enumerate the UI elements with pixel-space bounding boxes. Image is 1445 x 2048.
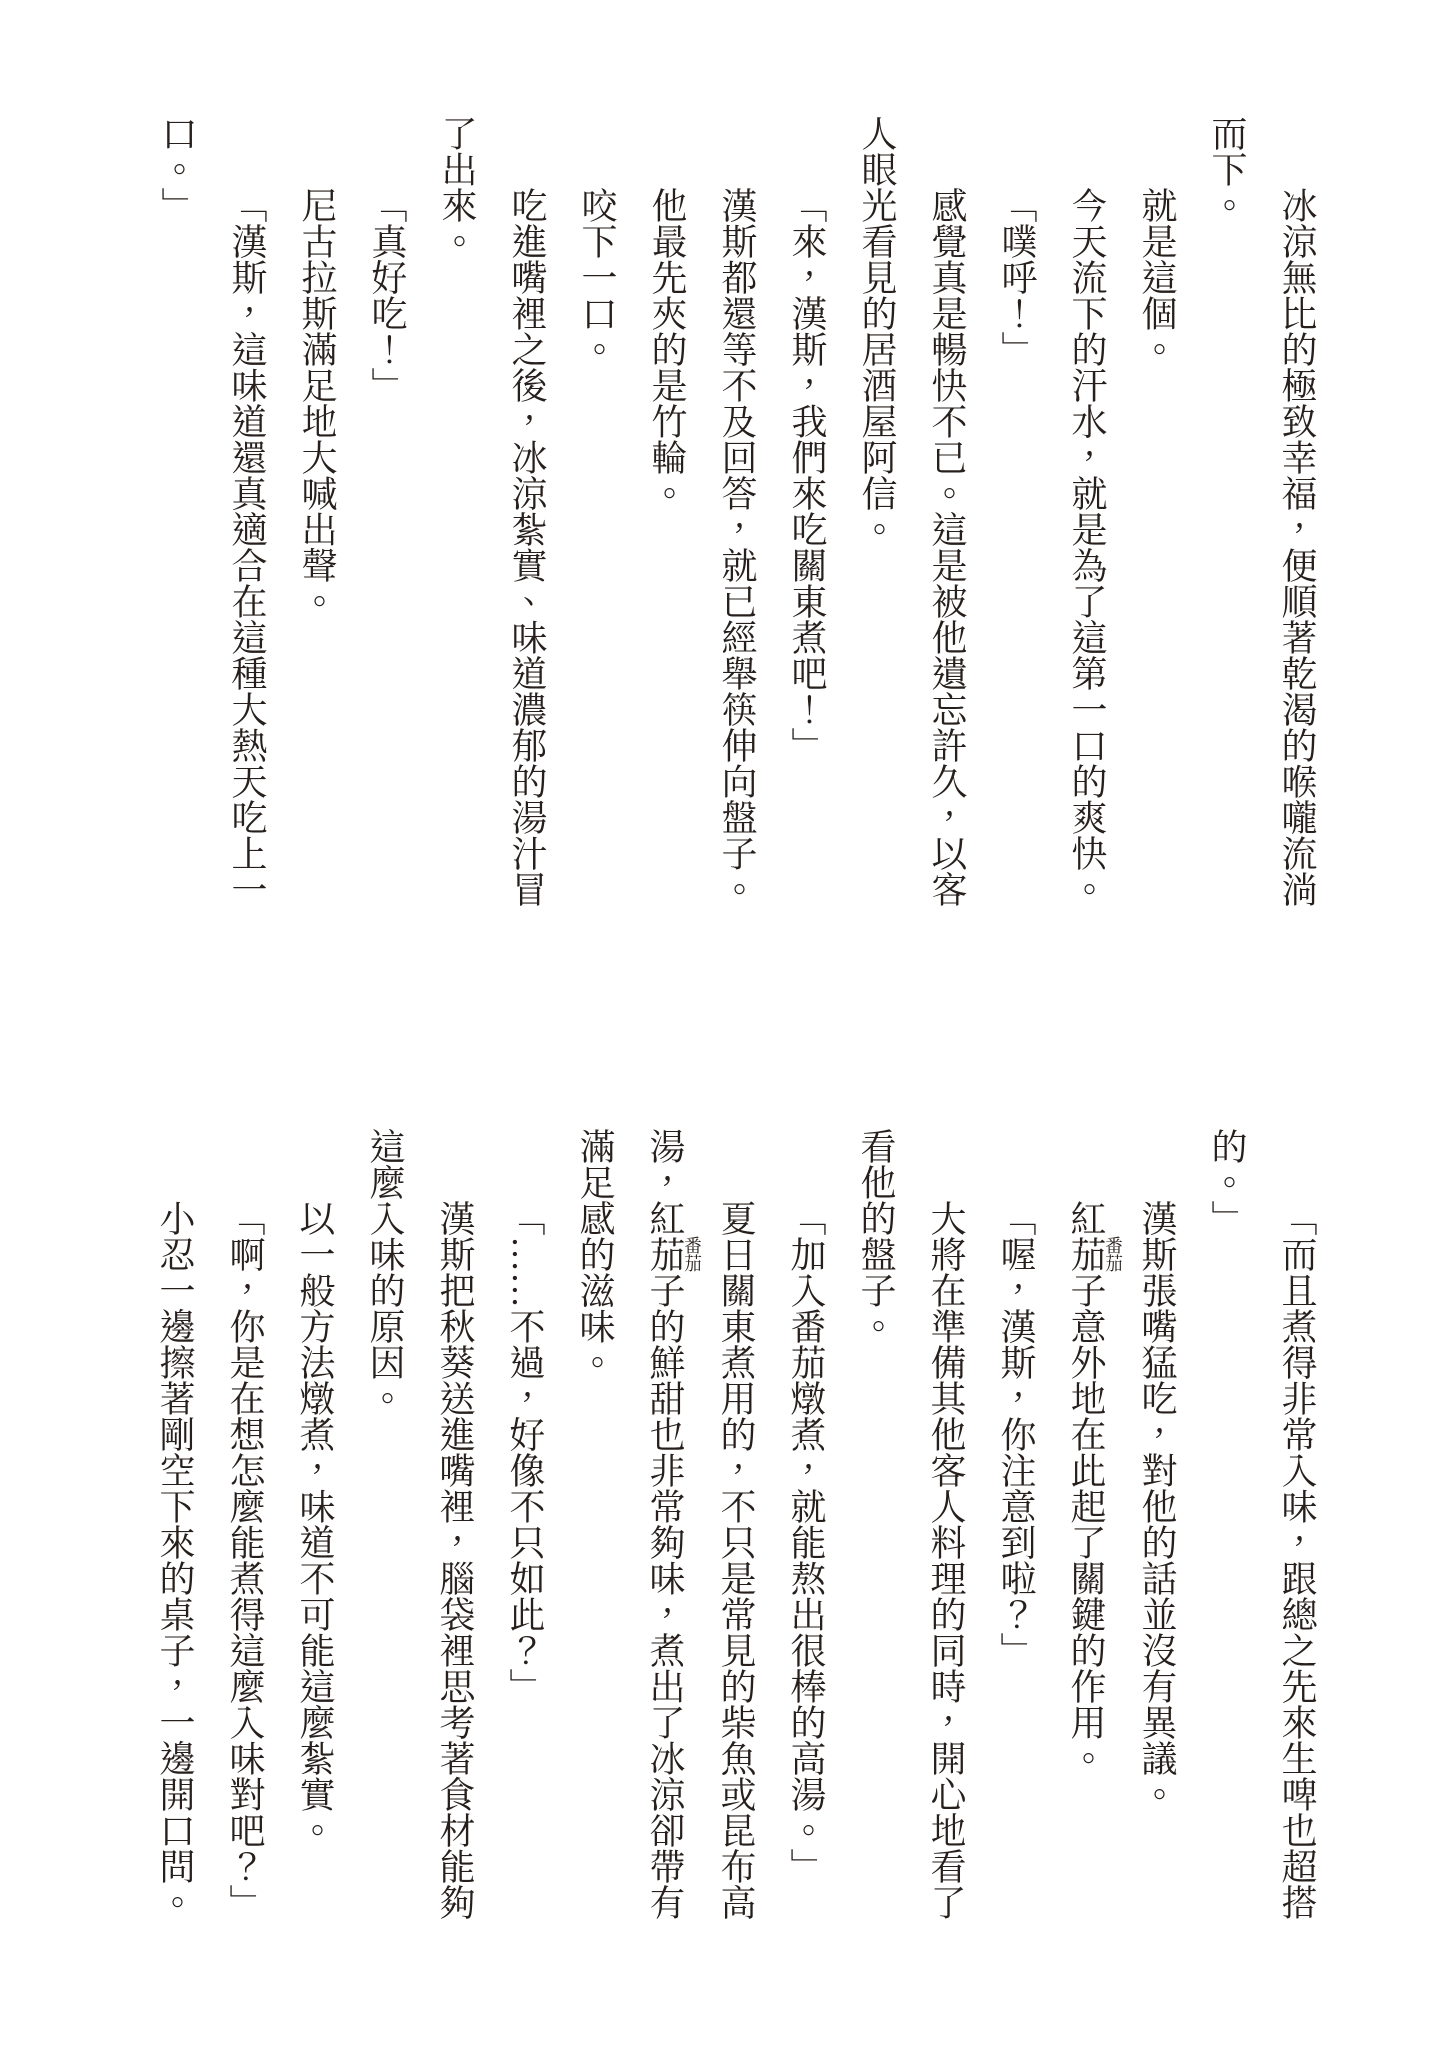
text-column: 「漢斯，這味道還真適合在這種大熱天吃上一: [227, 187, 267, 907]
text-column: 感覺真是暢快不已。這是被他遺忘許久，以客: [927, 187, 967, 907]
text-column: 「噗呼！」: [997, 187, 1037, 367]
text-column: 湯，紅茄子番茄的鮮甜也非常夠味，煮出了冰涼卻帶有: [645, 1128, 702, 1920]
text-column: 漢斯把秋葵送進嘴裡，腦袋裡思考著食材能夠: [435, 1200, 475, 1920]
text-column: 尼古拉斯滿足地大喊出聲。: [297, 187, 337, 619]
text-column: 看他的盤子。: [856, 1128, 896, 1344]
text-column: 漢斯張嘴猛吃，對他的話並沒有異議。: [1137, 1200, 1177, 1812]
text-column: 漢斯都還等不及回答，就已經舉筷伸向盤子。: [717, 187, 757, 907]
ruby-text: 番茄: [1103, 1200, 1123, 1308]
text-column: 他最先夾的是竹輪。: [647, 187, 687, 511]
text-column: 就是這個。: [1137, 187, 1177, 367]
text-column: 小忍一邊擦著剛空下來的桌子，一邊開口問。: [155, 1200, 195, 1920]
text-column: 今天流下的汗水，就是為了這第一口的爽快。: [1067, 187, 1107, 907]
page-top: [142, 115, 1332, 909]
ruby-annotated-word: 紅茄子番茄: [1066, 1200, 1123, 1308]
text-column: 的。」: [1207, 1128, 1247, 1236]
ruby-annotated-word: 紅茄子番茄: [645, 1200, 702, 1308]
text-column: 「加入番茄燉煮，就能熬出很棒的高湯。」: [786, 1200, 826, 1884]
text-column: 以一般方法燉煮，味道不可能這麼紮實。: [295, 1200, 335, 1848]
page-bottom: [140, 1128, 1332, 1922]
text-column: 「喔，漢斯，你注意到啦？」: [996, 1200, 1036, 1668]
text-column: 而下。: [1207, 115, 1247, 223]
text-column: 「而且煮得非常入味，跟總之先來生啤也超搭: [1277, 1200, 1317, 1920]
text-column: 冰涼無比的極致幸福，便順著乾渴的喉嚨流淌: [1277, 187, 1317, 907]
text-column: 吃進嘴裡之後，冰涼紮實、味道濃郁的湯汁冒: [507, 187, 547, 907]
text-column: 了出來。: [437, 115, 477, 259]
text-column: 咬下一口。: [577, 187, 617, 367]
text-column: 這麼入味的原因。: [365, 1128, 405, 1416]
text-column: 大將在準備其他客人料理的同時，開心地看了: [926, 1200, 966, 1920]
text-column: 滿足感的滋味。: [575, 1128, 615, 1380]
text-column: 口。」: [157, 115, 197, 223]
text-column: 「來，漢斯，我們來吃關東煮吧！」: [787, 187, 827, 763]
text-column: 「真好吃！」: [367, 187, 407, 403]
text-column: 人眼光看見的居酒屋阿信。: [857, 115, 897, 547]
text-column: 夏日關東煮用的，不只是常見的柴魚或昆布高: [716, 1200, 756, 1920]
text-column: 「……不過，好像不只如此？」: [505, 1200, 545, 1704]
text-column: 紅茄子番茄意外地在此起了關鍵的作用。: [1066, 1200, 1123, 1776]
ruby-text: 番茄: [682, 1200, 702, 1308]
text-column: 「啊，你是在想怎麼能煮得這麼入味對吧？」: [225, 1200, 265, 1920]
